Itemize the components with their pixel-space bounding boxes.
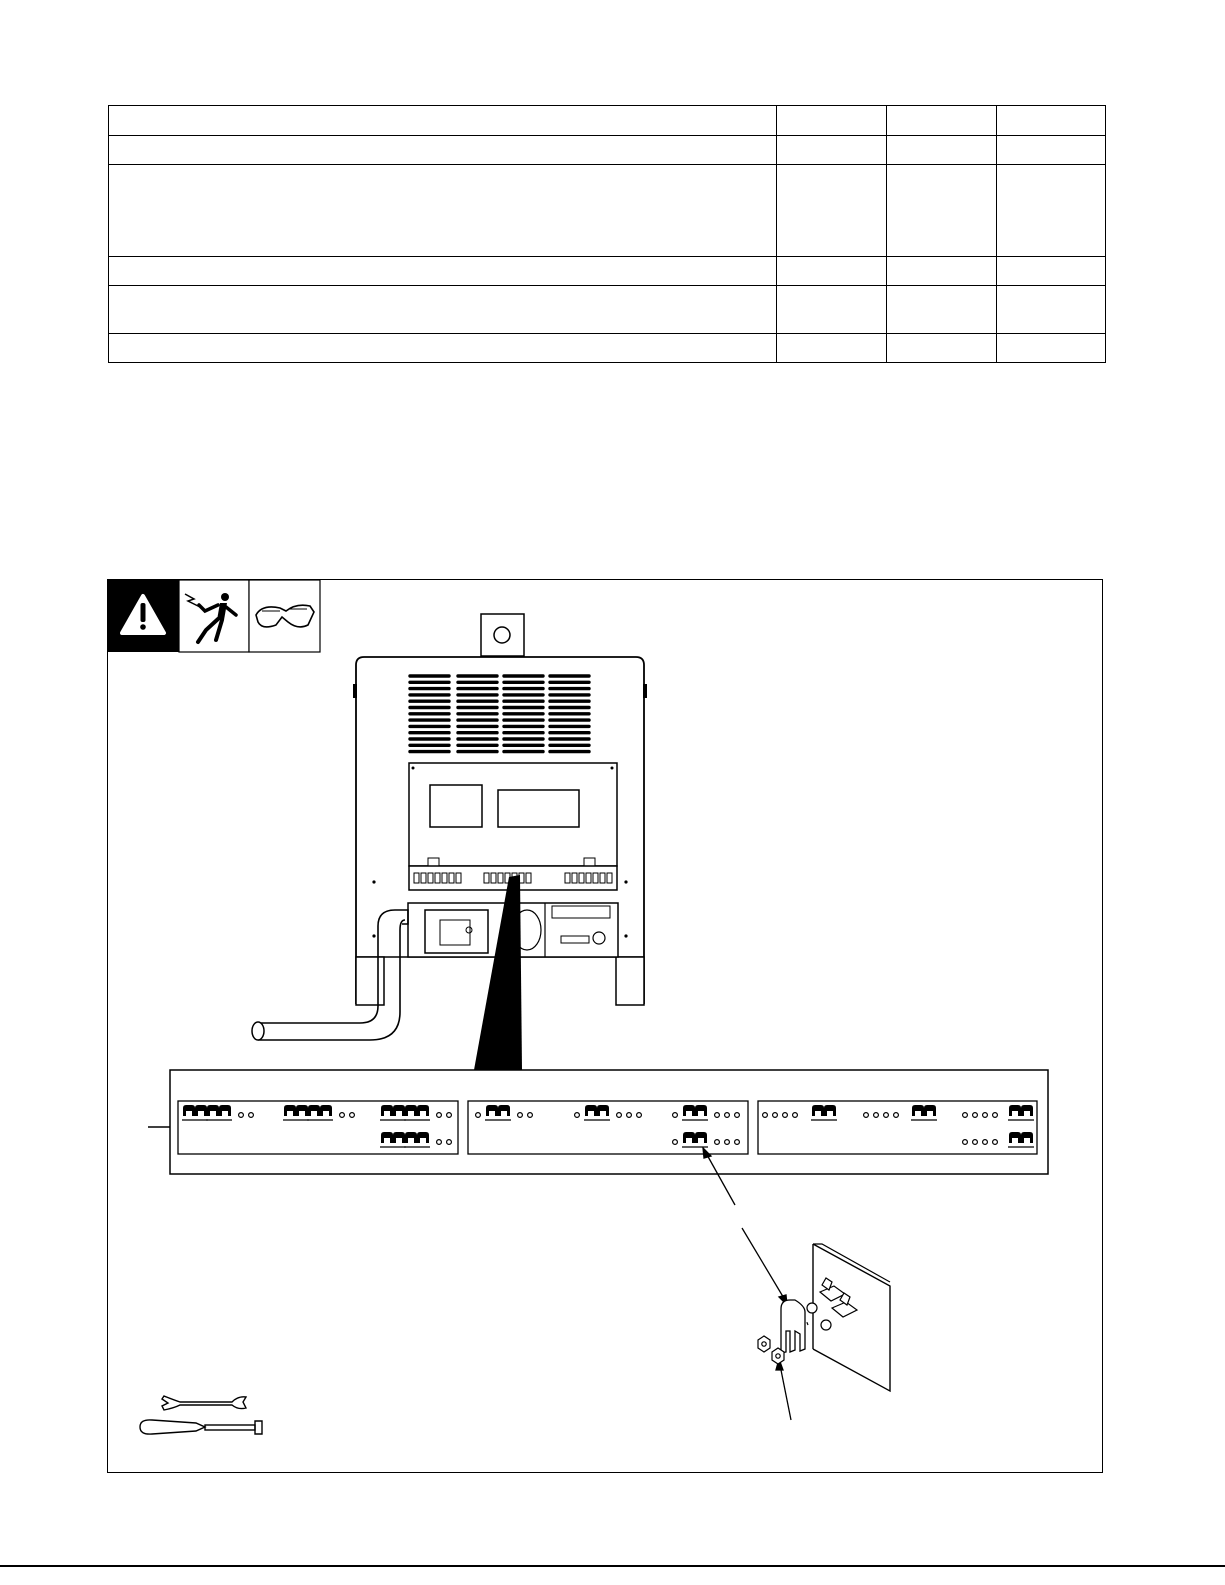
- terminal-board-detail: [148, 1070, 1048, 1174]
- screwdriver-icon: [140, 1420, 262, 1434]
- warning-icon: [108, 580, 179, 652]
- callout-leaders: [703, 1148, 791, 1420]
- safety-glasses-icon: [249, 580, 320, 652]
- lifting-eye: [481, 614, 524, 656]
- wrench-icon: [162, 1396, 246, 1410]
- electric-shock-icon: [179, 580, 249, 652]
- page-footer-rule: [0, 1565, 1225, 1567]
